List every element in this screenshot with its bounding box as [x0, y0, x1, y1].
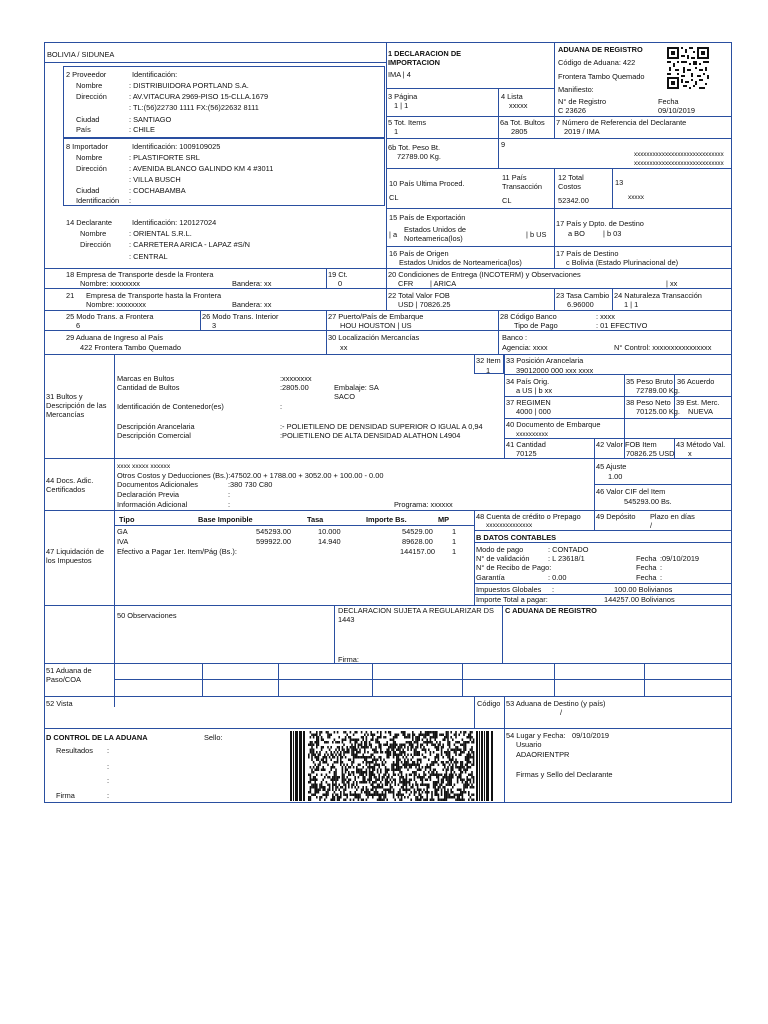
country-label: BOLIVIA / SIDUNEA: [47, 50, 115, 59]
box47-label: 47 Liquidación de los Impuestos: [46, 547, 104, 565]
box46: 545293.00 Bs.: [624, 497, 672, 506]
box29-label: 29 Aduana de Ingreso al País: [66, 333, 163, 342]
box44-l2: Otros Costos y Deducciones (Bs.):47502.00 + 1788.00 + 3052.00 + 100.00 - 0.00: [117, 471, 384, 480]
box44-l3-label: Documentos Adicionales: [117, 480, 198, 489]
tax-header-tipo: Tipo: [119, 515, 135, 524]
nro-registro: C 23626: [558, 106, 586, 115]
modo: : CONTADO: [548, 545, 589, 554]
box25: 6: [76, 321, 81, 330]
boxD-sep2: :: [107, 762, 110, 771]
tot-bultos: 2805: [511, 127, 528, 136]
box28-control: N° Control: xxxxxxxxxxxxxxxx: [614, 343, 712, 352]
tax-row-ga-tipo: GA: [117, 527, 128, 536]
pais34-label: 34 País Orig.: [506, 377, 550, 386]
box51-label: 51 Aduana de Paso/COA: [46, 666, 92, 684]
proveedor-direccion: : AV.VITACURA 2969-PISO 15-CLLA.1679: [129, 92, 269, 101]
box48-label: 48 Cuenta de crédito o Prepago: [476, 512, 581, 521]
box13: xxxxx: [628, 194, 644, 201]
box28-tipo: : 01 EFECTIVO: [596, 321, 648, 330]
box15-a: | a: [389, 230, 398, 239]
box17b-label: 17 País de Destino: [556, 249, 619, 258]
peso35-label: 35 Peso Bruto: [626, 377, 673, 386]
box44-label: 44 Docs. Adic. Certificados: [46, 476, 94, 494]
aduana-name: Frontera Tambo Quemado: [558, 72, 645, 81]
box54-label: 54 Lugar y Fecha:: [506, 731, 566, 740]
est39: NUEVA: [688, 407, 713, 416]
total-label: Importe Total a pagar:: [476, 595, 548, 604]
box20-lugar: | ARICA: [430, 279, 457, 288]
embalaje2: SACO: [334, 392, 355, 401]
fecha3: :: [660, 573, 663, 582]
box12: 52342.00: [558, 196, 589, 205]
box54-firmas: Firmas y Sello del Declarante: [516, 770, 613, 779]
referencia-label: 7 Número de Referencia del Declarante: [556, 118, 687, 127]
garantia: : 0.00: [548, 573, 567, 582]
boxC-title: C ADUANA DE REGISTRO: [505, 606, 597, 615]
box30-label: 30 Localización Mercancías: [328, 333, 420, 342]
boxD-sep1: :: [107, 746, 110, 755]
box16-label: 16 País de Origen: [389, 249, 449, 258]
globales-label: Impuestos Globales: [476, 585, 542, 594]
declarante-zona: : CENTRAL: [129, 252, 168, 261]
contenedor: :: [280, 402, 283, 411]
box44-l4-label: Declaración Previa: [117, 490, 180, 499]
garantia-label: Garantía: [476, 573, 505, 582]
fecha1: :09/10/2019: [660, 554, 700, 563]
proveedor-pais: : CHILE: [129, 125, 155, 134]
box21-bandera: Bandera: xx: [232, 300, 272, 309]
cantidad-label: Cantidad de Bultos: [117, 383, 180, 392]
fob42: 70826.25 USD: [626, 449, 675, 458]
box27-label: 27 Puerto/País de Embarque: [328, 312, 424, 321]
proveedor-ciudad: : SANTIAGO: [129, 115, 172, 124]
importador-identif-label: Identificación: [76, 196, 120, 205]
tot-items-label: 5 Tot. Items: [388, 118, 427, 127]
pagina: 1 | 1: [394, 101, 409, 110]
box46-label: 46 Valor CIF del Item: [596, 487, 666, 496]
box49-plazo: Plazo en días: [650, 512, 695, 521]
importador-ciudad-label: Ciudad: [76, 186, 100, 195]
box30: xx: [340, 343, 348, 352]
importador-ident: Identificación: 1009109025: [132, 142, 221, 151]
box9-label: 9: [501, 140, 506, 149]
tax-row-ga-mp: 1: [452, 527, 457, 536]
item32: 1: [486, 366, 491, 375]
box12-label: 12 Total Costos: [558, 173, 584, 191]
declarante-direccion: : CARRETERA ARICA - LAPAZ #S/N: [129, 240, 251, 249]
box53: /: [560, 708, 563, 717]
tax-row-ga-importe: 54529.00: [402, 527, 433, 536]
qr-code: [666, 46, 710, 90]
box17-label: 17 País y Dpto. de Destino: [556, 219, 644, 228]
tax-row-iva-base: 599922.00: [256, 537, 291, 546]
aduana-title: ADUANA DE REGISTRO: [558, 45, 643, 54]
box20-incoterm: CFR: [398, 279, 414, 288]
box49-label: 49 Depósito: [596, 512, 636, 521]
reg37-label: 37 REGIMEN: [506, 398, 551, 407]
lista: xxxxx: [509, 101, 528, 110]
declarante-nombre: : ORIENTAL S.R.L.: [129, 229, 192, 238]
boxD-sep4: :: [107, 791, 110, 800]
box24-label: 24 Naturaleza Transacción: [614, 291, 702, 300]
cant41-label: 41 Cantidad: [506, 440, 546, 449]
proveedor-label: 2 Proveedor: [66, 70, 107, 79]
box21-nombre: Nombre: xxxxxxxx: [86, 300, 146, 309]
boxD-title: D CONTROL DE LA ADUANA: [46, 733, 148, 742]
importador-direccion: : AVENIDA BLANCO GALINDO KM 4 #3011: [129, 164, 274, 173]
tax-row-iva-tasa: 14.940: [318, 537, 341, 546]
box18-nombre: Nombre: xxxxxxxx: [80, 279, 140, 288]
box20-extra: | xx: [666, 279, 678, 288]
box27: HOU HOUSTON | US: [340, 321, 412, 330]
box23-label: 23 Tasa Cambio: [556, 291, 610, 300]
ima-code: IMA | 4: [388, 70, 411, 79]
tot-items: 1: [394, 127, 399, 136]
box44-l5-label: Información Adicional: [117, 500, 188, 509]
box54-usuario-label: Usuario: [516, 740, 542, 749]
tax-row-ga-tasa: 10.000: [318, 527, 341, 536]
desc-com-label: Descripción Comercial: [117, 431, 191, 440]
box50-text: DECLARACION SUJETA A REGULARIZAR DS 1443: [338, 606, 494, 624]
importador-label: 8 Importador: [66, 142, 108, 151]
box10: CL: [389, 193, 399, 202]
tax-header-importe: Importe Bs.: [366, 515, 407, 524]
box23: 6.96000: [567, 300, 594, 309]
boxD-sello: Sello:: [204, 733, 223, 742]
box25-label: 25 Modo Trans. a Frontera: [66, 312, 154, 321]
proveedor-nombre-label: Nombre: [76, 81, 103, 90]
fob42-label: 42 Valor FOB Item: [596, 440, 657, 449]
box11-label: 11 País Transacción: [502, 173, 542, 191]
proveedor-nombre: : DISTRIBUIDORA PORTLAND S.A.: [129, 81, 249, 90]
tax-row-iva-mp: 1: [452, 537, 457, 546]
pos33-label: 33 Posición Arancelaria: [506, 356, 584, 365]
efectivo-label: Efectivo a Pagar 1er. Item/Pág (Bs.):: [117, 547, 237, 556]
met43-label: 43 Método Val.: [676, 440, 726, 449]
tax-row-iva-importe: 89628.00: [402, 537, 433, 546]
neto38: 70125.00 Kg.: [636, 407, 680, 416]
efectivo: 144157.00: [400, 547, 435, 556]
pdf417-barcode: [290, 731, 494, 801]
nro-registro-label: N° de Registro: [558, 97, 607, 106]
referencia: 2019 / IMA: [564, 127, 600, 136]
box17b: c Bolivia (Estado Plurinacional de): [566, 258, 679, 267]
pos33: 39012000 000 xxx xxxx: [516, 366, 594, 375]
box21-title: Empresa de Transporte hasta la Frontera: [86, 291, 222, 300]
proveedor-ciudad-label: Ciudad: [76, 115, 100, 124]
fecha-registro-label: Fecha: [658, 97, 679, 106]
box17-b: | b 03: [603, 229, 622, 238]
box28-agencia: Agencia: xxxx: [502, 343, 548, 352]
box22-label: 22 Total Valor FOB: [388, 291, 450, 300]
embalaje: Embalaje: SA: [334, 383, 379, 392]
importador-direccion-label: Dirección: [76, 164, 107, 173]
box15-label: 15 País de Exportación: [389, 213, 466, 222]
contenedor-label: Identificación de Contenedor(es): [117, 402, 224, 411]
box9-line2: xxxxxxxxxxxxxxxxxxxxxxxxxxxxx: [634, 160, 724, 167]
total: 144257.00 Bolivianos: [604, 595, 675, 604]
box17-a: a BO: [568, 229, 585, 238]
proveedor-box: [63, 66, 385, 138]
box26-label: 26 Modo Trans. Interior: [202, 312, 279, 321]
fecha-registro: 09/10/2019: [658, 106, 695, 115]
box29: 422 Frontera Tambo Quemado: [80, 343, 181, 352]
box24: 1 | 1: [624, 300, 639, 309]
form-title: 1 DECLARACION DE IMPORTACION: [388, 49, 462, 67]
box10-label: 10 País Ultima Proced.: [389, 179, 465, 188]
contables-title: B DATOS CONTABLES: [476, 533, 557, 542]
reg37: 4000 | 000: [516, 407, 551, 416]
recibo-label: N° de Recibo de Pago:: [476, 563, 552, 572]
box49: /: [650, 521, 653, 530]
codigo-aduana: Código de Aduana: 422: [558, 58, 636, 67]
box21-label: 21: [66, 291, 75, 300]
pagina-label: 3 Página: [388, 92, 418, 101]
fecha1-label: Fecha: [636, 554, 657, 563]
fecha2-label: Fecha: [636, 563, 657, 572]
fecha2: :: [660, 563, 663, 572]
box28-tipo-label: Tipo de Pago: [514, 321, 558, 330]
box13-label: 13: [615, 178, 624, 187]
box22: USD | 70826.25: [398, 300, 451, 309]
box18-bandera: Bandera: xx: [232, 279, 272, 288]
box28-banco2-label: Banco :: [502, 333, 528, 342]
marcas-label: Marcas en Bultos: [117, 374, 175, 383]
doc40: xxxxxxxxxx: [516, 431, 548, 438]
box53-label: 53 Aduana de Destino (y país): [506, 699, 606, 708]
proveedor-pais-label: País: [76, 125, 91, 134]
boxD-sep3: :: [107, 776, 110, 785]
tax-header-tasa: Tasa: [307, 515, 324, 524]
box28-banco: : xxxx: [596, 312, 615, 321]
doc40-label: 40 Documento de Embarque: [506, 420, 601, 429]
tax-row-iva-tipo: IVA: [117, 537, 129, 546]
item32-label: 32 Item: [476, 356, 501, 365]
cantidad: :2805.00: [280, 383, 309, 392]
declarante-nombre-label: Nombre: [80, 229, 107, 238]
efectivo-mp: 1: [452, 547, 457, 556]
box9-line1: xxxxxxxxxxxxxxxxxxxxxxxxxxxxx: [634, 151, 724, 158]
boxD-resultados: Resultados: [56, 746, 93, 755]
tax-header-mp: MP: [438, 515, 450, 524]
tot-bultos-label: 6a Tot. Bultos: [500, 118, 545, 127]
box19-label: 19 Ct.: [328, 270, 348, 279]
importador-identif: :: [129, 196, 132, 205]
valid: : L 23618/1: [548, 554, 585, 563]
importador-nombre-label: Nombre: [76, 153, 103, 162]
peso35: 72789.00 Kg.: [636, 386, 680, 395]
box15-b: | b US: [526, 230, 547, 239]
desc-aran: :- POLIETILENO DE DENSIDAD SUPERIOR O IGUAL A 0,94: [280, 422, 483, 431]
label31: 31 Bultos y Descripción de las Mercancías: [46, 392, 107, 419]
importador-ciudad: : COCHABAMBA: [129, 186, 186, 195]
box44-l3: :380 730 C80: [228, 480, 273, 489]
box45-label: 45 Ajuste: [596, 462, 627, 471]
globales-sep: :: [552, 585, 555, 594]
box50-label: 50 Observaciones: [117, 611, 177, 620]
box54-usuario: ADAORIENTPR: [516, 750, 570, 759]
peso: 72789.00 Kg.: [397, 152, 441, 161]
proveedor-ident: Identificación:: [132, 70, 178, 79]
cant41: 70125: [516, 449, 537, 458]
declarante-label: 14 Declarante: [66, 218, 113, 227]
box48: xxxxxxxxxxxxxx: [486, 522, 533, 529]
pais34: a US | b xx: [516, 386, 553, 395]
manifiesto: Manifiesto:: [558, 85, 594, 94]
box50-firma: Firma:: [338, 655, 359, 664]
box26: 3: [212, 321, 217, 330]
neto38-label: 38 Peso Neto: [626, 398, 671, 407]
box44-l4: :: [228, 490, 231, 499]
box44-programa: Programa: xxxxxx: [394, 500, 453, 509]
importador-zona: : VILLA BUSCH: [129, 175, 181, 184]
fecha3-label: Fecha: [636, 573, 657, 582]
globales: 100.00 Bolivianos: [614, 585, 673, 594]
box15-pais: Estados Unidos de Norteamerica(los): [404, 225, 467, 243]
box16: Estados Unidos de Norteamerica(los): [399, 258, 522, 267]
box54-fecha: 09/10/2019: [572, 731, 609, 740]
box44-l5: :: [228, 500, 231, 509]
tax-header-base: Base Imponible: [198, 515, 253, 524]
acuerdo36-label: 36 Acuerdo: [677, 377, 715, 386]
box19: 0: [338, 279, 343, 288]
box20-label: 20 Condiciones de Entrega (INCOTERM) y Observaciones: [388, 270, 581, 279]
valid-label: N° de validación: [476, 554, 530, 563]
declarante-ident: Identificación: 120127024: [132, 218, 217, 227]
desc-aran-label: Descripción Arancelaria: [117, 422, 195, 431]
box11: CL: [502, 196, 512, 205]
est39-label: 39 Est. Merc.: [676, 398, 720, 407]
met43: x: [688, 449, 692, 458]
box52-label: 52 Vista: [46, 699, 73, 708]
tax-row-ga-base: 545293.00: [256, 527, 291, 536]
peso-label: 6b Tot. Peso Bt.: [388, 143, 441, 152]
box44-l1: xxxx xxxxx xxxxxx: [117, 463, 171, 470]
declarante-direccion-label: Dirección: [80, 240, 111, 249]
modo-label: Modo de pago: [476, 545, 524, 554]
box45: 1.00: [608, 472, 623, 481]
proveedor-tel: : TL:(56)22730 1111 FX:(56)22632 8111: [129, 103, 259, 112]
lista-label: 4 Lista: [501, 92, 523, 101]
box52-codigo: Código: [477, 699, 501, 708]
box28-label: 28 Código Banco: [500, 312, 557, 321]
marcas: :xxxxxxxx: [280, 374, 312, 383]
proveedor-direccion-label: Dirección: [76, 92, 107, 101]
desc-com: :POLIETILENO DE ALTA DENSIDAD ALATHON L4904: [280, 431, 461, 440]
box18-label: 18 Empresa de Transporte desde la Frontera: [66, 270, 214, 279]
boxD-firma: Firma: [56, 791, 75, 800]
importador-nombre: : PLASTIFORTE SRL: [129, 153, 200, 162]
